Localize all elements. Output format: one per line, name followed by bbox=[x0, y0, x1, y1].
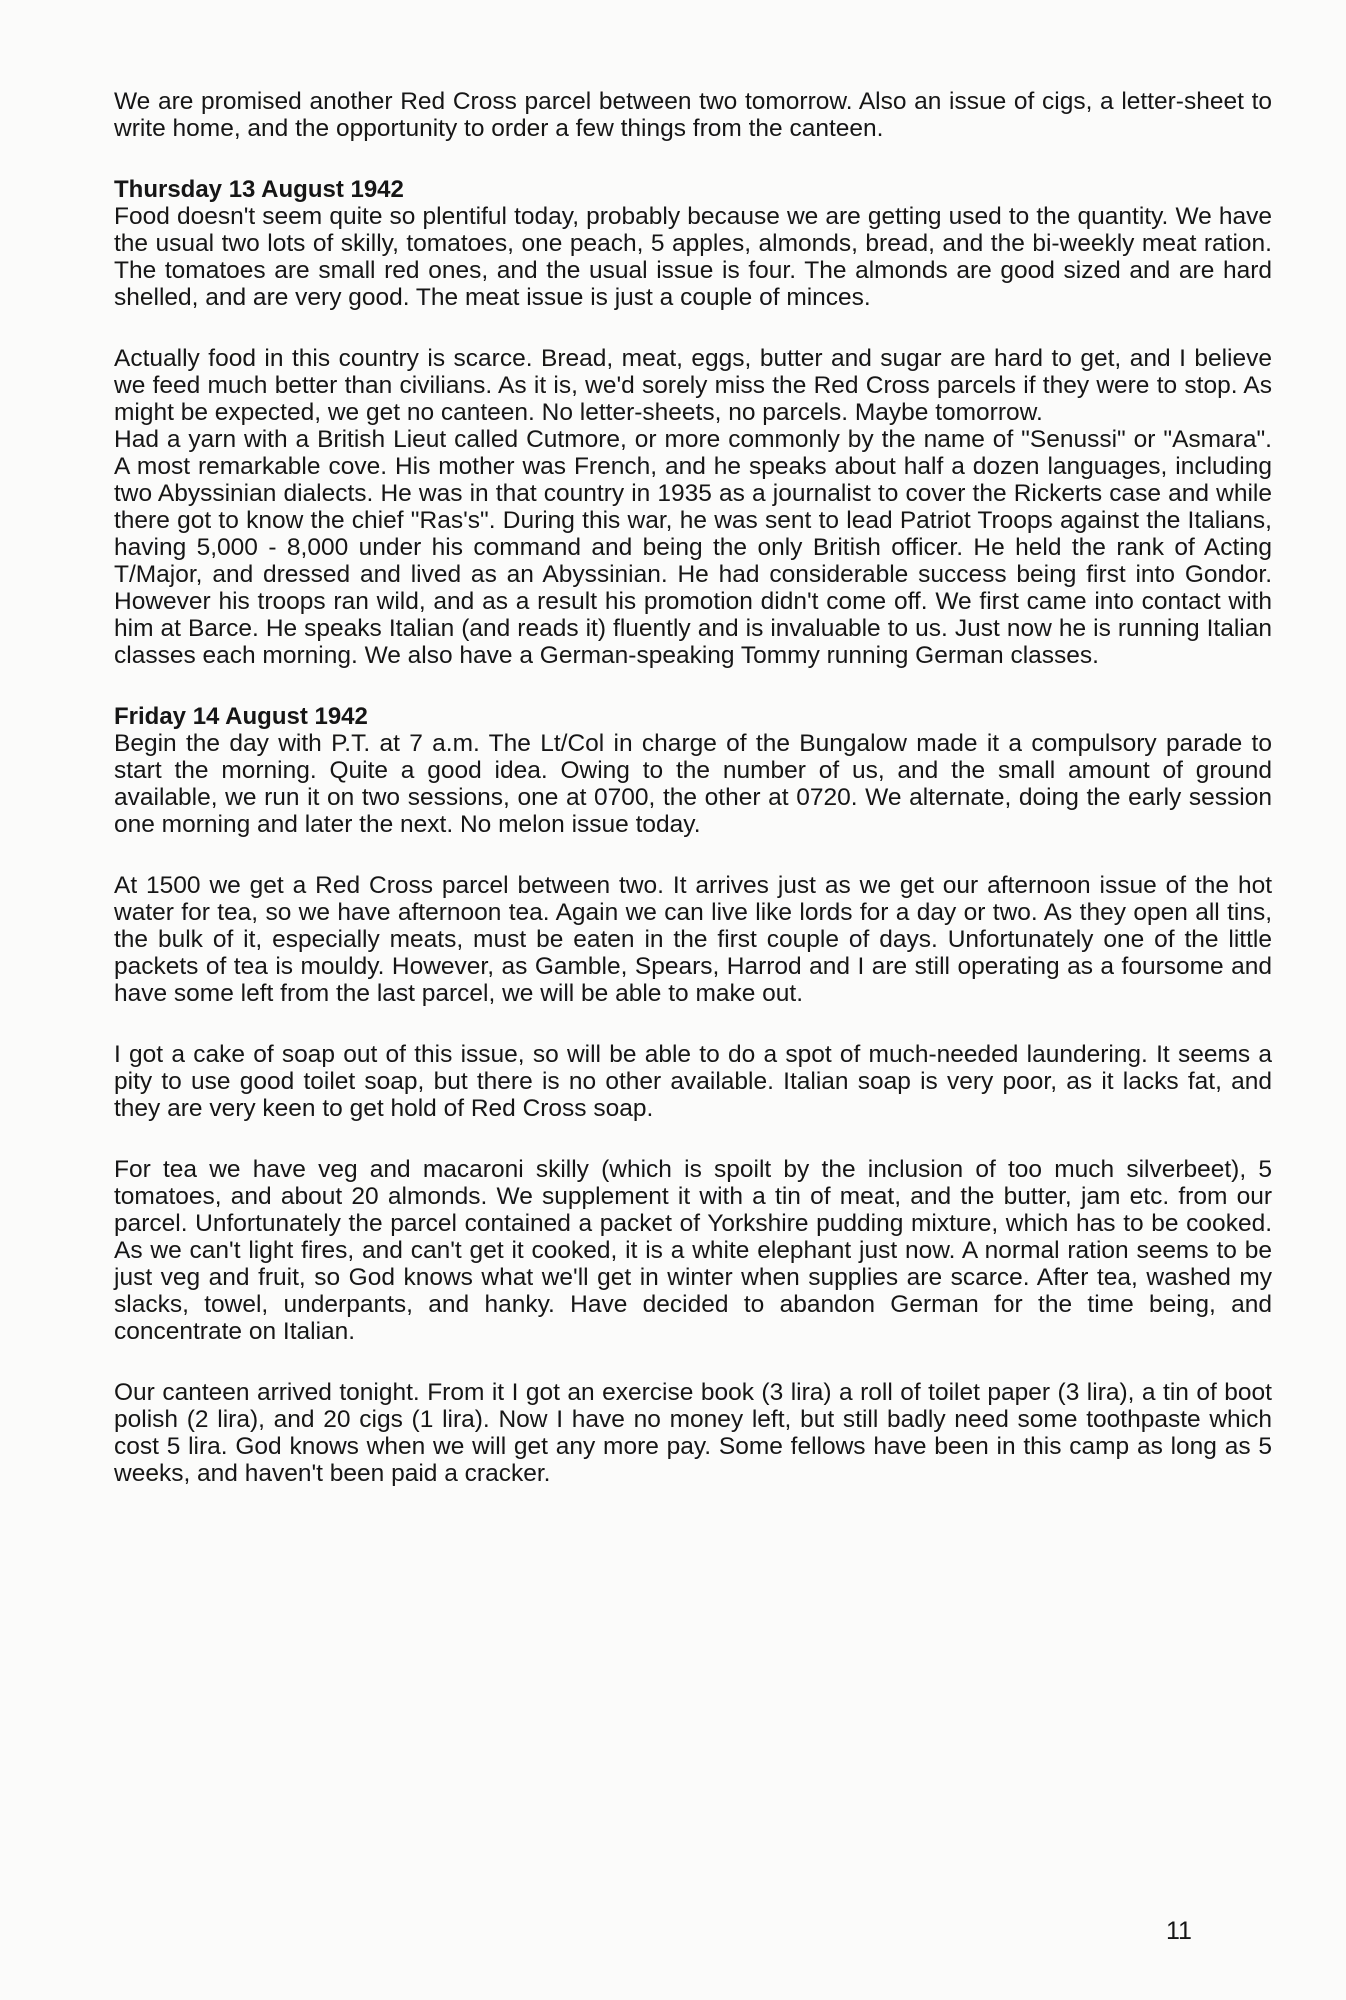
entry-heading-thursday: Thursday 13 August 1942 bbox=[114, 176, 404, 203]
paragraph-soap: I got a cake of soap out of this issue, so will be able to do a spot of much-needed laundering. It seems a pity to use good toilet soap, but there is no other available. Italian soap is very poor, as it lacks fat, and they are very keen to get hold of Red Cross soap. bbox=[114, 1041, 1279, 1122]
paragraph-cutmore: Had a yarn with a British Lieut called Cutmore, or more commonly by the name of "Senussi" or "Asmara". A most remarkable cove. His mother was French, and he speaks about half a dozen languages, including two Abyssinian dialects. He was in that country in 1935 as a journalist to cover the Rickerts case and while there got to know the chief "Ras's". During this war, he was sent to lead Patriot Troops against the Italians, having 5,000 - 8,000 under his command and being the only British officer. He held the rank of Acting T/Major, and dressed and lived as an Abyssinian. He had considerable success being first into Gondor. However his troops ran wild, and as a result his promotion didn't come off. We first came into contact with him at Barce. He speaks Italian (and reads it) fluently and is invaluable to us. Just now he is running Italian classes each morning. We also have a German-speaking Tommy running German classes. bbox=[114, 426, 1279, 669]
paragraph-tea-menu: For tea we have veg and macaroni skilly (which is spoilt by the inclusion of too much silverbeet), 5 tomatoes, and about 20 almonds. We supplement it with a tin of meat, and the butter, jam etc. from our parcel. Unfortunately the parcel contained a packet of Yorkshire pudding mixture, which has to be cooked. As we can't light fires, and can't get it cooked, it is a white elephant just now. A normal ration seems to be just veg and fruit, so God knows what we'll get in winter when supplies are scarce. After tea, washed my slacks, towel, underpants, and hanky. Have decided to abandon German for the time being, and concentrate on Italian. bbox=[114, 1156, 1279, 1345]
paragraph-pt-morning: Begin the day with P.T. at 7 a.m. The Lt/Col in charge of the Bungalow made it a compulsory parade to start the morning. Quite a good idea. Owing to the number of us, and the small amount of ground available, we run it on two sessions, one at 0700, the other at 0720. We alternate, doing the early session one morning and later the next. No melon issue today. bbox=[114, 730, 1279, 838]
diary-text bbox=[114, 88, 1279, 1487]
paragraph-food-scarce: Actually food in this country is scarce. Bread, meat, eggs, butter and sugar are hard to get, and I believe we feed much better than civilians. As it is, we'd sorely miss the Red Cross parcels if they were to stop. As might be expected, we get no canteen. No letter-sheets, no parcels. Maybe tomorrow. bbox=[114, 345, 1279, 426]
paragraph-canteen: Our canteen arrived tonight. From it I got an exercise book (3 lira) a roll of toilet paper (3 lira), a tin of boot polish (2 lira), and 20 cigs (1 lira). Now I have no money left, but still badly need some toothpaste which cost 5 lira. God knows when we will get any more pay. Some fellows have been in this camp as long as 5 weeks, and haven't been paid a cracker. bbox=[114, 1379, 1279, 1487]
paragraph-afternoon-parcel: At 1500 we get a Red Cross parcel between two. It arrives just as we get our afternoon issue of the hot water for tea, so we have afternoon tea. Again we can live like lords for a day or two. As they open all tins, the bulk of it, especially meats, must be eaten in the first couple of days. Unfortunately one of the little packets of tea is mouldy. However, as Gamble, Spears, Harrod and I are still operating as a foursome and have some left from the last parcel, we will be able to make out. bbox=[114, 872, 1279, 1007]
entry-heading-friday: Friday 14 August 1942 bbox=[114, 703, 368, 730]
paragraph-food-quantity: Food doesn't seem quite so plentiful today, probably because we are getting used to the quantity. We have the usual two lots of skilly, tomatoes, one peach, 5 apples, almonds, bread, and the bi-weekly meat ration. The tomatoes are small red ones, and the usual issue is four. The almonds are good sized and are hard shelled, and are very good. The meat issue is just a couple of minces. bbox=[114, 203, 1279, 311]
page-number: 11 bbox=[1166, 1917, 1192, 1945]
paragraph-red-cross-promise: We are promised another Red Cross parcel between two tomorrow. Also an issue of cigs, a letter-sheet to write home, and the opportunity to order a few things from the canteen. bbox=[114, 88, 1279, 142]
